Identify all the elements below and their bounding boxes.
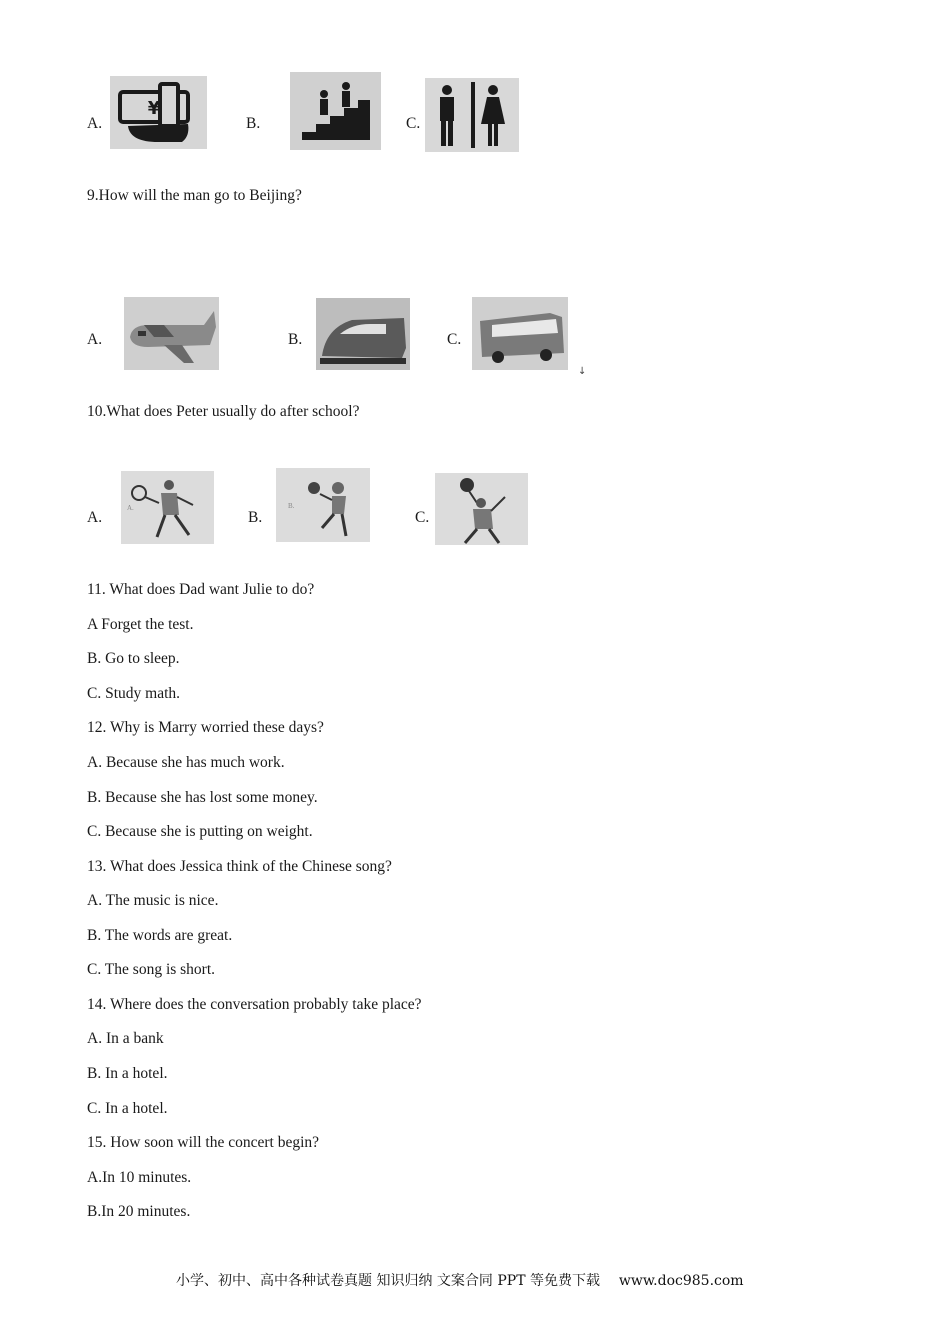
q14-question: 14. Where does the conversation probably take place? xyxy=(87,996,422,1013)
q10-option-b-label: B. xyxy=(248,509,263,526)
q9-question: 9.How will the man go to Beijing? xyxy=(87,187,302,204)
stairs-icon xyxy=(290,72,381,150)
svg-text:¥: ¥ xyxy=(147,98,161,119)
q15-option-b: B.In 20 minutes. xyxy=(87,1203,191,1220)
q10-option-c-label: C. xyxy=(415,509,430,526)
q8-option-c-label: C. xyxy=(406,115,421,132)
q10-option-a-label: A. xyxy=(87,509,103,526)
q9-option-b-label: B. xyxy=(288,331,303,348)
restroom-icon xyxy=(425,78,519,152)
tennis-player-icon xyxy=(121,471,214,544)
q10-question: 10.What does Peter usually do after school? xyxy=(87,403,360,420)
q9-option-a-label: A. xyxy=(87,331,103,348)
q11-question: 11. What does Dad want Julie to do? xyxy=(87,581,315,598)
return-arrow: ↓ xyxy=(578,366,587,377)
bus-icon xyxy=(472,297,568,370)
q9-option-c-label: C. xyxy=(447,331,462,348)
soccer-inner-label: B. xyxy=(288,502,295,510)
basketball-player-icon xyxy=(435,473,528,545)
money-icon xyxy=(110,76,207,149)
q11-option-c: C. Study math. xyxy=(87,685,181,702)
page-footer xyxy=(176,1270,744,1290)
q12-option-a: A. Because she has much work. xyxy=(87,754,285,771)
plane-icon xyxy=(124,297,219,370)
q14-option-c: C. In a hotel. xyxy=(87,1100,168,1117)
q11-option-a: A Forget the test. xyxy=(87,616,194,633)
footer-link[interactable]: www.doc985.com xyxy=(618,1273,744,1289)
q14-option-b: B. In a hotel. xyxy=(87,1065,168,1082)
q15-question: 15. How soon will the concert begin? xyxy=(87,1134,320,1151)
q12-option-b: B. Because she has lost some money. xyxy=(87,789,318,806)
q13-option-a: A. The music is nice. xyxy=(87,892,219,909)
q13-option-c: C. The song is short. xyxy=(87,961,216,978)
q13-question: 13. What does Jessica think of the Chinese song? xyxy=(87,858,392,875)
q13-option-b: B. The words are great. xyxy=(87,927,233,944)
q14-option-a: A. In a bank xyxy=(87,1030,164,1047)
q15-option-a: A.In 10 minutes. xyxy=(87,1169,192,1186)
q11-option-b: B. Go to sleep. xyxy=(87,650,180,667)
q8-option-b-label: B. xyxy=(246,115,261,132)
q12-option-c: C. Because she is putting on weight. xyxy=(87,823,313,840)
q8-option-a-label: A. xyxy=(87,115,103,132)
q12-question: 12. Why is Marry worried these days? xyxy=(87,719,324,736)
soccer-player-icon xyxy=(276,468,370,542)
footer-text: 小学、初中、高中各种试卷真题 知识归纳 文案合同 PPT 等免费下载 xyxy=(176,1273,600,1289)
tennis-inner-label: A. xyxy=(127,504,134,512)
train-icon xyxy=(316,298,410,370)
